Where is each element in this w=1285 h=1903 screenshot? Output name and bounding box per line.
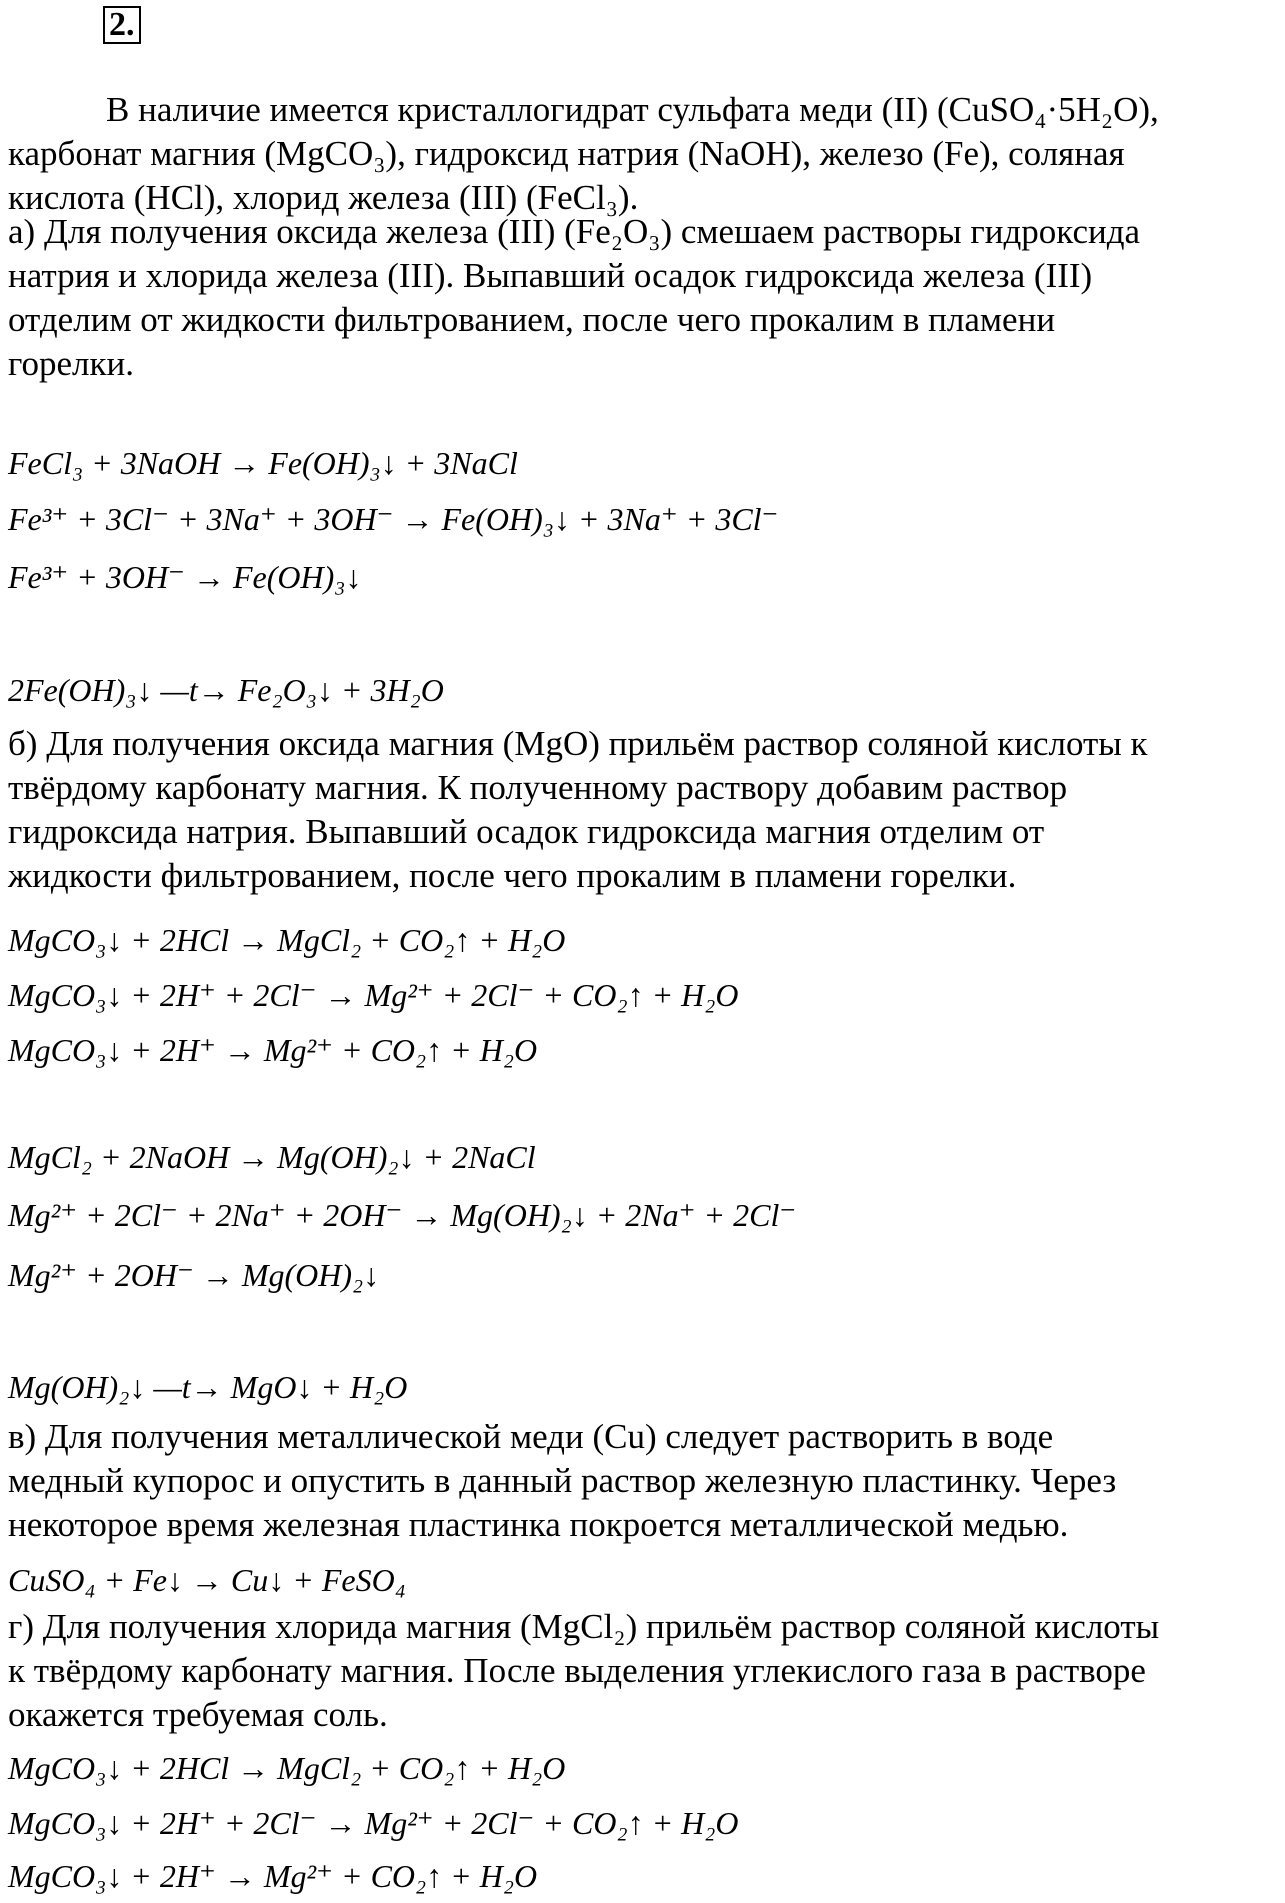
part-b-equation-4: MgCl₂ + 2NaOH → Mg(OH)₂↓ + 2NaCl — [8, 1139, 536, 1175]
part-a-line-2: натрия и хлорида железа (III). Выпавший осадок гидроксида железа (III) — [8, 256, 1093, 295]
part-b-equation-7: Mg(OH)₂↓ —t→ MgO↓ + H₂O — [8, 1369, 408, 1405]
part-g-line-1: г) Для получения хлорида магния (MgCl₂) прильём раствор соляной кислоты — [8, 1607, 1160, 1646]
part-a-equation-4: 2Fe(OH)₃↓ —t→ Fe₂O₃↓ + 3H₂O — [8, 672, 444, 708]
intro-paragraph — [8, 88, 1283, 220]
part-b-line-1: б) Для получения оксида магния (MgO) прильём раствор соляной кислоты к — [8, 724, 1148, 763]
part-b-line-3: гидроксида натрия. Выпавший осадок гидроксида магния отделим от — [8, 812, 1045, 851]
part-v-line-3: некоторое время железная пластинка покроется металлической медью. — [8, 1505, 1069, 1544]
part-a-line-1: а) Для получения оксида железа (III) (Fe₂O₃) смешаем растворы гидроксида — [8, 212, 1141, 251]
part-a-equation-3: Fe³⁺ + 3OH⁻ → Fe(OH)₃↓ — [8, 559, 362, 595]
part-v-paragraph — [8, 1415, 1283, 1547]
part-a-equation-2: Fe³⁺ + 3Cl⁻ + 3Na⁺ + 3OH⁻ → Fe(OH)₃↓ + 3Na⁺ + 3Cl⁻ — [8, 501, 779, 537]
part-b-equation-1: MgCO₃↓ + 2HCl → MgCl₂ + CO₂↑ + H₂O — [8, 922, 566, 958]
intro-line-2: карбонат магния (MgCO₃), гидроксид натрия (NaOH), железо (Fe), соляная — [8, 134, 1125, 173]
part-v-line-1: в) Для получения металлической меди (Cu) следует растворить в воде — [8, 1417, 1054, 1456]
part-b-equation-5: Mg²⁺ + 2Cl⁻ + 2Na⁺ + 2OH⁻ → Mg(OH)₂↓ + 2Na⁺ + 2Cl⁻ — [8, 1197, 797, 1233]
part-a-paragraph — [8, 210, 1283, 386]
part-b-equation-6: Mg²⁺ + 2OH⁻ → Mg(OH)₂↓ — [8, 1257, 380, 1293]
task-number-box: 2. — [103, 6, 141, 44]
part-a-line-4: горелки. — [8, 344, 134, 383]
part-g-equation-1: MgCO₃↓ + 2HCl → MgCl₂ + CO₂↑ + H₂O — [8, 1750, 566, 1786]
part-b-equation-3: MgCO₃↓ + 2H⁺ → Mg²⁺ + CO₂↑ + H₂O — [8, 1032, 538, 1068]
part-g-line-2: к твёрдому карбонату магния. После выделения углекислого газа в растворе — [8, 1651, 1146, 1690]
part-g-paragraph — [8, 1605, 1283, 1737]
part-b-line-4: жидкости фильтрованием, после чего прокалим в пламени горелки. — [8, 856, 1017, 895]
part-a-equation-1: FeCl₃ + 3NaOH → Fe(OH)₃↓ + 3NaCl — [8, 445, 518, 481]
intro-line-1: В наличие имеется кристаллогидрат сульфата меди (II) (CuSO₄·5H₂O), — [106, 90, 1159, 129]
part-v-line-2: медный купорос и опустить в данный раствор железную пластинку. Через — [8, 1461, 1117, 1500]
part-g-equation-3: MgCO₃↓ + 2H⁺ → Mg²⁺ + CO₂↑ + H₂O — [8, 1858, 538, 1894]
part-b-equation-2: MgCO₃↓ + 2H⁺ + 2Cl⁻ → Mg²⁺ + 2Cl⁻ + CO₂↑ + H₂O — [8, 977, 739, 1013]
part-a-line-3: отделим от жидкости фильтрованием, после чего прокалим в пламени — [8, 300, 1056, 339]
part-v-equation-1: CuSO₄ + Fe↓ → Cu↓ + FeSO₄ — [8, 1562, 406, 1598]
part-g-line-3: окажется требуемая соль. — [8, 1695, 388, 1734]
intro-line-3: кислота (HCl), хлорид железа (III) (FeCl₃). — [8, 178, 639, 217]
part-g-equation-2: MgCO₃↓ + 2H⁺ + 2Cl⁻ → Mg²⁺ + 2Cl⁻ + CO₂↑ + H₂O — [8, 1805, 739, 1841]
part-b-line-2: твёрдому карбонату магния. К полученному раствору добавим раствор — [8, 768, 1068, 807]
part-b-paragraph — [8, 722, 1283, 898]
